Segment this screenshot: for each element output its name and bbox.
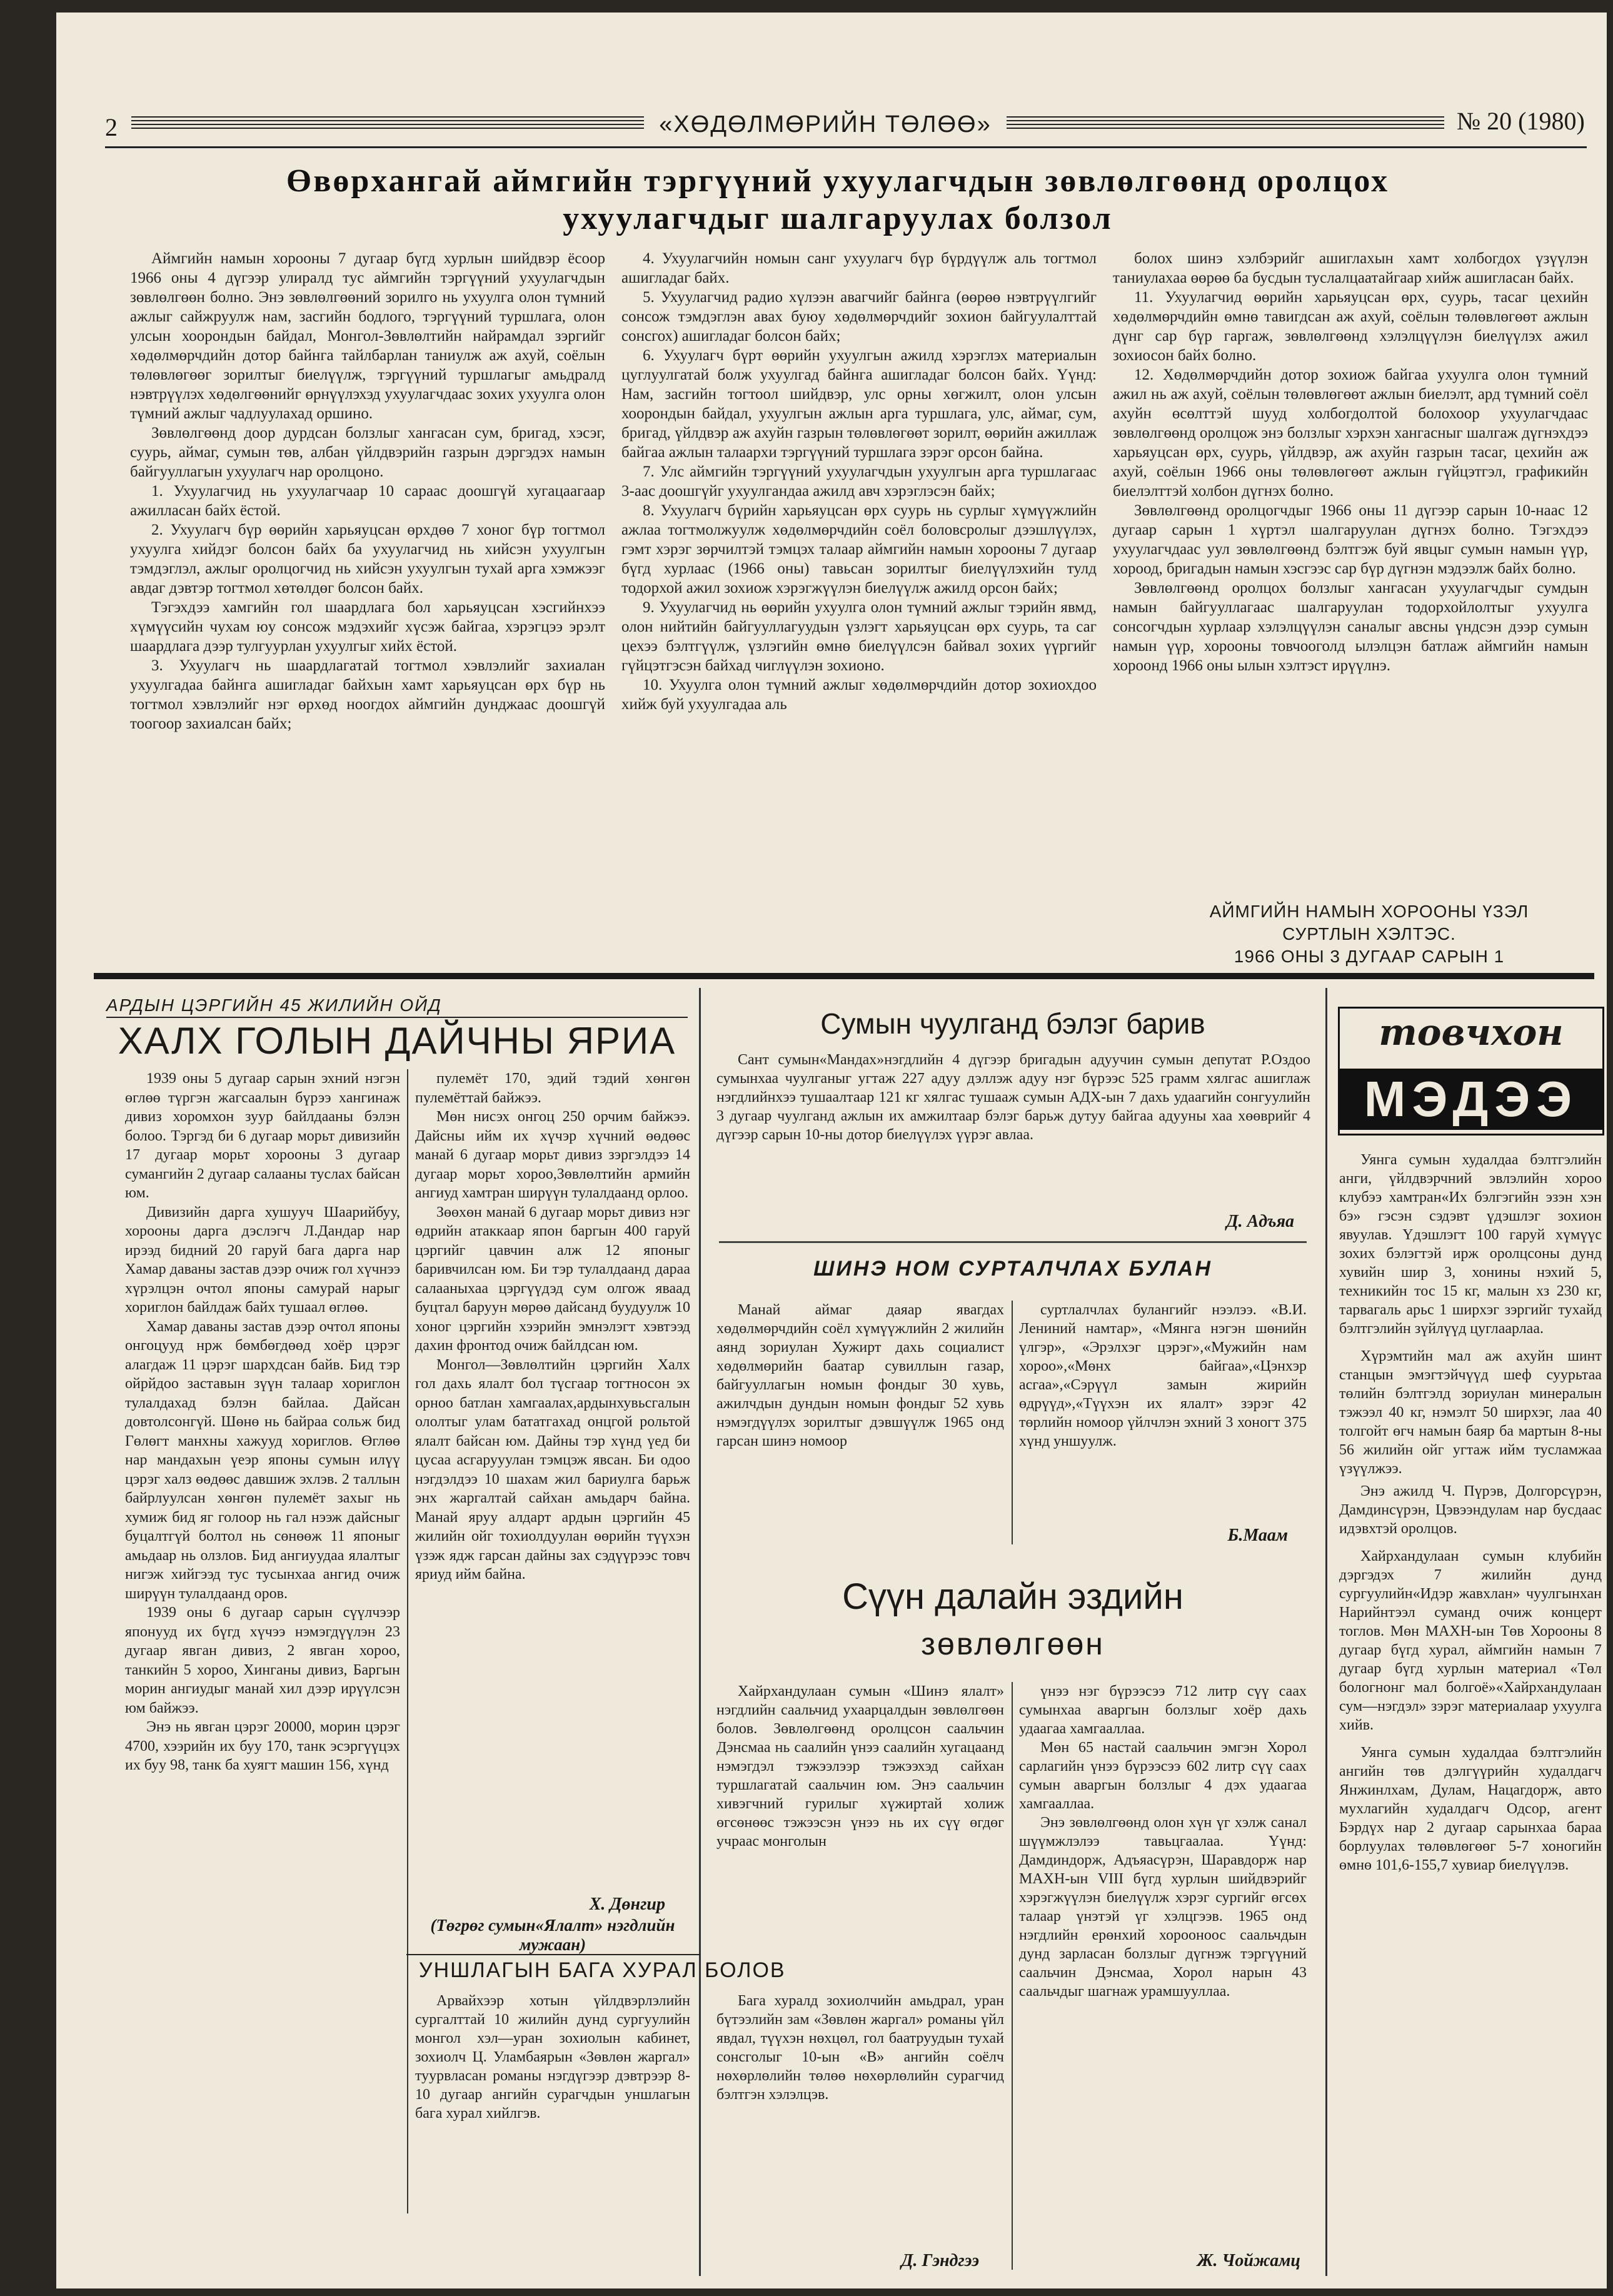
khalkh-paragraph: Зөөхөн манай 6 дугаар морьт дивиз нэг өдрийн атаккаар япон баргын 400 гаруй цэргийг цавчин алж 12 японыг баривчилсан юм. Би тэр тулалдаанд дараа салааныхаа цэргүүдэд сум олгож яваад буцтал баруун мөрөө дайсанд буудуулж 10 хоног цэргийн хээрийн эмнэлэгт хэвтээд дахин фронтод очиж байлдсан юм. (415, 1204, 690, 1354)
khalkh-signature: Х. Дөнгир (589, 1895, 665, 1914)
khalkh-signature-note: (Төгрөг сумын«Ялалт» нэгдлийн мужаан) (430, 1916, 675, 1954)
lead-paragraph: болох шинэ хэлбэрийг ашиглахын хамт холбогдох үзүүлэн таниулахаа өөрөө ба бусдын туслалцаатайгаар хийж ашигласан байх. (1113, 250, 1588, 286)
tovchkhon-banner-bottom: МЭДЭЭ (1340, 1069, 1602, 1130)
masthead-rule (105, 146, 1587, 148)
lead-signature-line: 1966 ОНЫ 3 ДУГААР САРЫН 1 (1234, 947, 1505, 966)
shine-nom-column-1 (716, 1301, 1004, 1451)
lead-headline: Өвөрхангай аймгийн тэргүүний ухуулагчдын зөвлөлгөөнд оролцох ухуулагчдыг шалгаруулах болзол (286, 163, 1390, 236)
suun-dalai-paragraph: Хайрхандулаан сумын «Шинэ ялалт» нэгдлийн саальчид ухаарцалдын зөвлөлгөөн болов. Зөвлөлгөөнд оролцсон саальчин Дэнсмаа нь саалийн үнээ саалийн хугацаанд нэмэгдэл тэжээлээр тэжээхэд сайхан туршлагатай саальчин юм. Энэ саальчин хивэгчний гурилыг хүжиртай холиж өгсөнөөс тэжээсэн үнээ нь их сүү өгдөг учраас монголын (716, 1683, 1004, 1850)
chuulgan-headline: Сумын чуулганд бэлэг барив (820, 1007, 1205, 1040)
khalkh-paragraph: 1939 оны 6 дугаар сарын сүүлчээр японууд их бүгд хүчээ нэмэгдүүлэн 23 дугаар явган дивиз, 2 явган хороо, танкийн 5 хороо, Хинганы дивиз, Баргын морин ангиудыг манай хил дээр ирүүлсэн юм байжээ. (125, 1604, 400, 1716)
lead-paragraph: Аймгийн намын хорооны 7 дугаар бүгд хурлын шийдвэр ёсоор 1966 оны 4 дүгээр улиралд тус аймгийн тэргүүний ухуулагчдын зөвлөлгөөн болно. Энэ зөвлөлгөөний зорилго нь ухуулга олон түмний ажлыг сайжруулж нам, засгийн бодлого, тэргүүний туршлага, олон улсын хоорондын байдал, Монгол-Зөвлөлтийн найрамдал зэргийг хөдөлмөрчдийн дотор байнга тайлбарлан таниулж аж ахуй, соёлын төлөвлөгөөг зорилтыг биелүүлж, тэргүүний туршлагыг амьдралд нэвтрүүлэх хөдөлгөөнийг өрнүүлэхэд ухуулагчдаас зохих ухуулга олон түмний ажлыг чадлуулахад оршино. (130, 250, 605, 422)
lead-paragraph: 7. Улс аймгийн тэргүүний ухуулагчдын ухуулгын арга туршлагаас 3-аас доошгүйг ухуулгандаа ажилд авч хэрэглэсэн байх; (621, 463, 1097, 500)
khalkh-column-1 (125, 1069, 400, 1775)
lead-paragraph: Зөвлөлгөөнд оролцогчдыг 1966 оны 11 дүгээр сарын 10-наас 12 дугаар сарын 1 хүртэл шалгаруулан дүгнэх болно. Тэгэхдээ ухуулагчдаас уул зөвлөлгөөнд бэлтгэж буй явцыг сумын намын үүр, хороод, бригадын намын хэсгээс сар бүр дүгнэн мэдээлж байх болно. (1113, 502, 1588, 577)
lead-column-1 (130, 249, 605, 733)
suun-dalai-headline-2: зөвлөлгөөн (921, 1626, 1105, 1661)
lead-paragraph: 6. Ухуулагч бүрт өөрийн ухуулгын ажилд хэрэглэх материалын цуглуулгатай болж ухуулгад байнга ашигладаг болсон байх. Үүнд: Нам, засгийн тогтоол шийдвэр, улс орны хөгжилт, олон улсын хоорондын байдал, ухуулгын ажлын арга туршлага, улс, аймаг, сум, бригад, үйлдвэр аж ахуйн газрын төлөвлөгөөт зорилт, өөрийн ажиллаж байгаа ажлын талаархи тэргүүний туршлага зэрэг орсон байна. (621, 347, 1097, 461)
masthead-hatch-right (1007, 116, 1444, 130)
khalkh-headline: ХАЛХ ГОЛЫН ДАЙЧНЫ ЯРИА (118, 1020, 676, 1062)
lead-signature (1144, 900, 1594, 968)
khalkh-paragraph: Дивизийн дарга хушууч Шаарийбуу, хорооны дарга дэслэгч Л.Дандар нар ирээд бидний 20 гаруй бага дарга нар Хамар даваны застав дээр очиж гол хүчнээ хүрэлцэн очтол японы самурай нарыг хориглон байлдаж байх тушаал өглөө. (125, 1204, 400, 1316)
khalkh-column-rule (407, 1069, 408, 2213)
lead-paragraph: 4. Ухуулагчийн номын санг ухуулагч бүр бүрдүүлж аль тогтмол ашигладаг байх. (621, 250, 1097, 286)
suun-dalai-headline-1: Сүүн далайн эздийн (842, 1576, 1183, 1617)
khalkh-rule (106, 1017, 688, 1018)
left-section-rule (699, 988, 701, 2276)
lead-paragraph: 12. Хөдөлмөрчдийн дотор зохиож байгаа ухуулга олон түмний ажил нь аж ахуй, соёлын төлөвлөгөөт ажлын биелэлт, ард түмний соёл ахуйн өсөлттэй шууд холбогдолтой болохоор ухуулагчдаас зөвлөлгөөнд оролцож энэ болзлыг хэрхэн хангасныг шалгаж дүгнэхдээ харьяуцсан өрх, суурь, үйлдвэр, аж ахуйн газрын тасаг, цехийн аж ахуй, соёлын 1966 оны төлөвлөгөөт ажлын гүйцэтгэл, графикийн биелэлттэй холбон дүгнэх болно. (1113, 366, 1588, 500)
suun-dalai-column-2 (1019, 1682, 1307, 2001)
khalkh-paragraph: Мөн нисэх онгоц 250 орчим байжээ. Дайсны ийм их хүчэр хүчний өөдөөс манай 6 дугаар морьт дивиз зэргэлдээ 14 дугаар морьт хороо,Зөвлөлтийн армийн ангиуд хамтран ширүүн тулалдаанд орлоо. (415, 1109, 690, 1201)
lead-column-2 (621, 249, 1097, 714)
shine-nom-column-2 (1019, 1301, 1307, 1451)
lead-column-3 (1113, 249, 1588, 675)
khalkh-paragraph: Энэ нь явган цэрэг 20000, морин цэрэг 4700, хээрийн их буу 170, танк эсэргүүцэх их буу 98, танк ба хуягт машин 156, хүнд (125, 1719, 400, 1773)
khalkh-paragraph: 1939 оны 5 дугаар сарын эхний нэгэн өглөө түргэн жагсаалын бүрээ хангинаж дивиз хоромхон зуур байлдааны бэлэн болоо. Тэргэд би 6 дугаар морьт дивизийн 17 дугаар морьт хорооны 3 дугаар сумангийн 2 дугаар салааны туслах байсан юм. (125, 1070, 400, 1201)
tovchkhon-banner (1338, 1007, 1604, 1135)
tovchkhon-item: Уянга сумын худалдаа бэлтгэлийн ангийн төв дэлгүүрийн худалдагч Янжинлхам, Дулам, Нацагдорж, авто мухлагийн худалдагч Одсор, агент Бэрдүх нар 2 дугаар сарынхаа бараа борлуулах төлөвлөгөөг 5-7 хоногийн өмнө 101,6-155,7 хувиар биелүүлэв. (1339, 1745, 1602, 1873)
khalkh-kicker: АРДЫН ЦЭРГИЙН 45 ЖИЛИЙН ОЙД (106, 995, 442, 1015)
unshlaga-headline: УНШЛАГЫН БАГА ХУРАЛ БОЛОВ (419, 1958, 786, 1982)
lead-paragraph: 8. Ухуулагч бүрийн харьяуцсан өрх суурь нь сурлыг хүмүүжлийн ажлаа тогтмолжуулж хөдөлмөрчдийн соёл боловсролыг дээшлүүлэх, гэмт хэрэг зөрчилтэй тэмцэх талаар аймгийн намын хорооны 7 дугаар бүгд хурлаас (1966 оны) тавьсан зорилтыг биелүүлэхийн тулд тодорхой ажил зохиож хэрэгжүүлэн биелүүлж ажилд орсон байх; (621, 502, 1097, 597)
masthead-hatch-left (131, 116, 644, 130)
suun-dalai-paragraph: Энэ зөвлөлгөөнд олон хүн үг хэлж санал шүүмжлэлээ тавьцгаалаа. Үүнд: Дамдиндорж, Адъяасүрэн, Шаравдорж нар МАХН-ын VIII бүгд хурлын шийдвэрийг хэрэгжүүлэн биелүүлж хэрэг сургийг өгсөх талаар үнэтэй үг хэлцгээв. 1965 онд нэгдлийн ерөнхий хорооноос саальчдын дунд зарласан болзлыг дүгнэж тэргүүний саальчин Дэнсмаа, Хорол нарын 43 саальчдыг шагнаж урамшууллаа. (1019, 1815, 1307, 2000)
khalkh-paragraph: пулемёт 170, эдий тэдий хөнгөн пулемёттай байжээ. (415, 1070, 690, 1106)
lead-paragraph: 2. Ухуулагч бүр өөрийн харьяуцсан өрхдөө 7 хоног бүр тогтмол ухуулга хийдэг болсон байх ба ухуулагчид нь хийсэн ухуулгын тэмдэглэл, ажлыг оролцогчид нь хийсэн ухуулгын тухай арга хэмжээг авдаг дэвтэр тогтмол хөтөлдөг болсон байх. (130, 521, 605, 597)
unshlaga-signature: Д. Гэндгээ (901, 2251, 979, 2270)
lead-paragraph: Зөвлөлгөөнд оролцох болзлыг хангасан ухуулагчдыг сумдын намын байгууллагаас шалгаруулан тодорхойлолтыг ухуулга сонсогчдын хурлаар хэлэлцүүлэн саналыг авсны үндсэн дээр сумын намын үүр, хорооны товчооголд ылэлцэн батлаж аймгийн намын хороонд 1966 оны ылын хэлтэст ирүүлнэ. (1113, 580, 1588, 674)
lead-paragraph: Зөвлөлгөөнд доор дурдсан болзлыг хангасан сум, бригад, хэсэг, суурь, аймаг, сумын төв, албан үйлдвэрийн газрын дэргэдэх намын байгууллагын ухуулагч нар оролцоно. (130, 425, 605, 480)
lead-paragraph: 3. Ухуулагч нь шаардлагатай тогтмол хэвлэлийг захиалан ухуулгадаа байнга ашигладаг байхын хамт харьяуцсан өрх бүр нь тогтмол хэвлэлийг нэг өрхөд ноогдох аймгийн дунджаас доошгүй тоогоор захиалсан байх; (130, 657, 605, 732)
chuulgan-signature: Д. Адъяа (1226, 1212, 1294, 1231)
shine-nom-paragraph: суртлалчлах булангийг нээлээ. «В.И. Лениний намтар», «Мянга нэгэн шөнийн үлгэр», «Эрэлхэг цэрэг»,«Мужийн нам хороо»,«Мөнх байгаа»,«Цэнхэр асгаа»,«Сэрүүл замын жирийн өдрүүд»,«Түүхэн их ялалт» зэрэг 42 төрлийн номоор үйлчлэн эхний 3 хоногт 375 хүнд уншуулж. (1019, 1302, 1307, 1449)
lead-signature-line: АЙМГИЙН НАМЫН ХОРООНЫ ҮЗЭЛ (1209, 902, 1529, 921)
lead-paragraph: 1. Ухуулагчид нь ухуулагчаар 10 сараас доошгүй хугацаагаар ажилласан байх ёстой. (130, 483, 605, 519)
unshlaga-column-2 (716, 1991, 1004, 2104)
suun-dalai-paragraph: үнээ нэг бүрээсээ 712 литр сүү саах сумынхаа аваргын болзлыг хоёр дахь удаагаа хамгааллаа. (1019, 1683, 1307, 1737)
tovchkhon-item: Уянга сумын худалдаа бэлтгэлийн анги, үйлдвэрчний эвлэлийн хороо клубээ хамтран«Их бэлгэгийн эзэн хэн бэ» гэсэн сэдэвт үдэшлэг зохион явуулав. Үдэшлэгт 100 гаруй хүмүүс зохих бэлэгтэй ирж оролцсоны дунд хувийн шир 3, хонины нэхий 5, техникийн тос 15 кг, малын хз 230 кг, тарвагаль арьс 1 ширхэг зэргийг тухайд бэлтгэлийн зүйлүүд цуглаарлаа. (1339, 1152, 1602, 1337)
shine-nom-paragraph: Манай аймаг даяар явагдах хөдөлмөрчдийн соёл хүмүүжлийн 2 жилийн аянд зориулан Хужирт дахь социалист хөдөлмөрийн баатар сувиллын газар, байгууллагын номын фондыг 30 хувь, ажилчдын дундын номын фондыг 52 хувь нэмэгдүүлэх зорилтыг дэвшүүлж 1965 онд гарсан шинэ номоор (716, 1302, 1004, 1449)
shine-nom-headline: ШИНЭ НОМ СУРТАЛЧЛАХ БУЛАН (813, 1257, 1212, 1281)
tovchkhon-item: Хүрэмтийн мал аж ахуйн шинт станцын эмэгтэйчүүд шеф суурьтаа төлийн бэлтгэлд зориулан минералын тэжээл 40 кг, нэмэлт 50 ширхэг, лаа 40 толгойт өгч намын баяр ба мартын 8-ны 56 жилийн ойг угтаж ийм тусламжаа үзүүлжээ. (1339, 1348, 1602, 1477)
lead-paragraph: 11. Ухуулагчид өөрийн харьяуцсан өрх, суурь, тасаг цехийн хөдөлмөрчдийн өмнө тавигдсан аж ахуй, соёлын төлөвлөгөөт ажлын дүнг сар бүр гаргаж, зөвлөлгөөнд хэлэлцүүлэн биелүүлэх ажил зохиосон байх болно. (1113, 289, 1588, 364)
tovchkhon-item: Хайрхандулаан сумын клубийн дэргэдэх 7 жилийн дунд сургуулийн«Идэр жавхлан» чуулгынхан Нарийнтээл суманд очиж концерт тоглов. Мөн МАХН-ын Төв Хорооны 8 дугаар бүгд хурал, аймгийн намын 7 дугаар бүгд хурлын материал «Төл бологнонг мал болгоё»«Хайрхандулаан сум—нэгдэл» зэрэг материалаар ухуулга хийв. (1339, 1548, 1602, 1733)
shine-nom-column-rule (1012, 1301, 1013, 1544)
right-section-rule (1325, 988, 1327, 2276)
tovchkhon-banner-top: товчхон (1379, 1011, 1564, 1054)
suun-dalai-column-1 (716, 1682, 1004, 1851)
ornament-divider (719, 1241, 1307, 1243)
page-number: 2 (105, 113, 118, 141)
khalkh-paragraph: Монгол—Зөвлөлтийн цэргийн Халх гол дахь ялалт бол түсгаар тогтносон эх орноо батлан хамгаалах,ардынхувьсгалын ололтыг улам бататгахад онцгой рольтой ялалт байсан юм. Дайны тэр хүнд үед би цусаа асгарууулан тэмцэж явсан. Би одоо нэгдэлдээ 10 шахам жил бариулга барьж энх жаргалтай сайхан амьдарч байна. Манай яруу алдарт ардын цэргийн 45 жилийн ойг тохиолдуулан өөрийн түүхэн үзэж ядж гарсан дайны зах сэдүүрээс товч яриуд ийм байна. (415, 1356, 690, 1583)
chuulgan-body (716, 1050, 1310, 1144)
unshlaga-column-1 (415, 1991, 690, 2123)
lead-signature-line: СУРТЛЫН ХЭЛТЭС. (1282, 924, 1456, 944)
unshlaga-paragraph: Бага хуралд зохиолчийн амьдрал, уран бүтээлийн зам «Зөвлөн жаргал» романы үйл явдал, түүхэн нөхцөл, гол баатруудын тухай сонсголыг 10-ын «В» ангийн соёлч нөхөрлөлийн төлөө нөхөрлөлийн сурагчид бэлтгэн хэлэлцэв. (716, 1993, 1004, 2103)
khalkh-paragraph: Хамар даваны застав дээр очтол японы онгоцууд нрж бөмбөгдөөд хоёр цэрэг алагдаж 11 цэрэг шархдсан байв. Бид тэр ойрйдоо заставын зүүн талаар хориглон тулалдахад бэлэн байлаа. Дайсан довтолсонгүй. Шөнө нь байраа сольж бид Гөлөгт манхны хажууд хориглов. Өглөө нар мандахын үеэр японы сумын илүү цэрэг халз өөдөөс давшиж эхлэв. 2 таллын байрлуулсан хөнгөн пулемёт захыг нь хумиж бид яг голоор нь гал нээж дайсныг буцалтгүй болтол нь сөнөөж 11 японыг амьдаар нь олзлов. Бид ангиуудаа ялалтыг нигэж хийгээд тус тусынхаа ангид очиж ширүүн тулалдаанд оров. (125, 1318, 400, 1602)
tovchkhon-items (1339, 1151, 1602, 1875)
newspaper-title: «ХӨДӨЛМӨРИЙН ТӨЛӨӨ» (659, 111, 992, 138)
issue-number: № 20 (1980) (1457, 107, 1585, 135)
shine-nom-signature: Б.Маам (1227, 1526, 1288, 1545)
chuulgan-paragraph: Сант сумын«Мандах»нэгдлийн 4 дүгээр бригадын адуучин сумын депутат Р.Оздоо сумынхаа чуулганыг угтаж 227 адуу дэллэж адуу нэг бүрээс 525 грамм хялгас ашиглаж нэгдлийнхээ тушаалтаар 121 кг хялгас тушааж сумын АДХ-ын 7 дахь удаагийн сонгуулийн 3 дугаар чуулганд ажлын их амжилтаар бэлэг барьж дутуу байгаа адууны хаа хөөврийг 4 дүгээр сарын 10-ны дотор биелүүлэх үүрэг авлаа. (716, 1052, 1310, 1143)
lead-paragraph: 9. Ухуулагчид нь өөрийн ухуулга олон түмний ажлыг тэрийн явмд, олон нийтийн байгууллагуудын үзлэгт харьяуцсан өрх суурь, та саг цехээ бэлтгүүлж, үзлэгийн өмнө биелүүлсэн байвал зохих үүргийг гүйцэтгэсэн байхад чиглүүлэн зохионо. (621, 599, 1097, 674)
unshlaga-rule (406, 1954, 700, 1955)
newspaper-page (56, 13, 1607, 2288)
lead-paragraph: 5. Ухуулагчид радио хүлээн авагчийг байнга (өөрөө нэвтрүүлгийг сонсож тэмдэглэн авах буюу хөдөлмөрчдийг зохион байгуулалттай сонсгох) ашигладаг болсон байх; (621, 289, 1097, 345)
unshlaga-paragraph: Арвайхээр хотын үйлдвэрлэлийн сургалттай 10 жилийн дунд сургуулийн монгол хэл—уран зохиолын кабинет, зохиолч Ц. Уламбаярын «Зөвлөн жаргал» туурвласан романы нэгдүгээр дэвтрээр 8-10 дугаар ангийн сурагчдын уншлагын бага хурал хийлгэв. (415, 1993, 690, 2122)
lead-paragraph: 10. Ухуулга олон түмний ажлыг хөдөлмөрчдийн дотор зохиохдоо хийж буй ухуулгадаа аль (621, 677, 1097, 713)
suun-dalai-signature: Ж. Чойжамц (1197, 2251, 1300, 2270)
khalkh-column-2 (415, 1069, 690, 1584)
suun-dalai-paragraph: Мөн 65 настай саальчин эмгэн Хорол сарлагийн үнээ бүрээсээ 602 литр сүү саах сумын аваргын болзлыг 4 дэх удаагаа хамгааллаа. (1019, 1740, 1307, 1812)
lead-paragraph: Тэгэхдээ хамгийн гол шаардлага бол харьяуцсан хэсгийнхээ хүмүүсийн чухам юу сонсож мэдэхийг хүсэж байгаа, хэрэгцээ эрэлт шаардлага дээр тулгуурлан ухуулгыг хийх ёстой. (130, 599, 605, 655)
tovchkhon-item: Энэ ажилд Ч. Пүрэв, Долгорсүрэн, Дамдинсүрэн, Цэвээндулам нар бусдаас идэвхтэй оролцов. (1339, 1483, 1602, 1537)
section-divider (94, 973, 1594, 979)
